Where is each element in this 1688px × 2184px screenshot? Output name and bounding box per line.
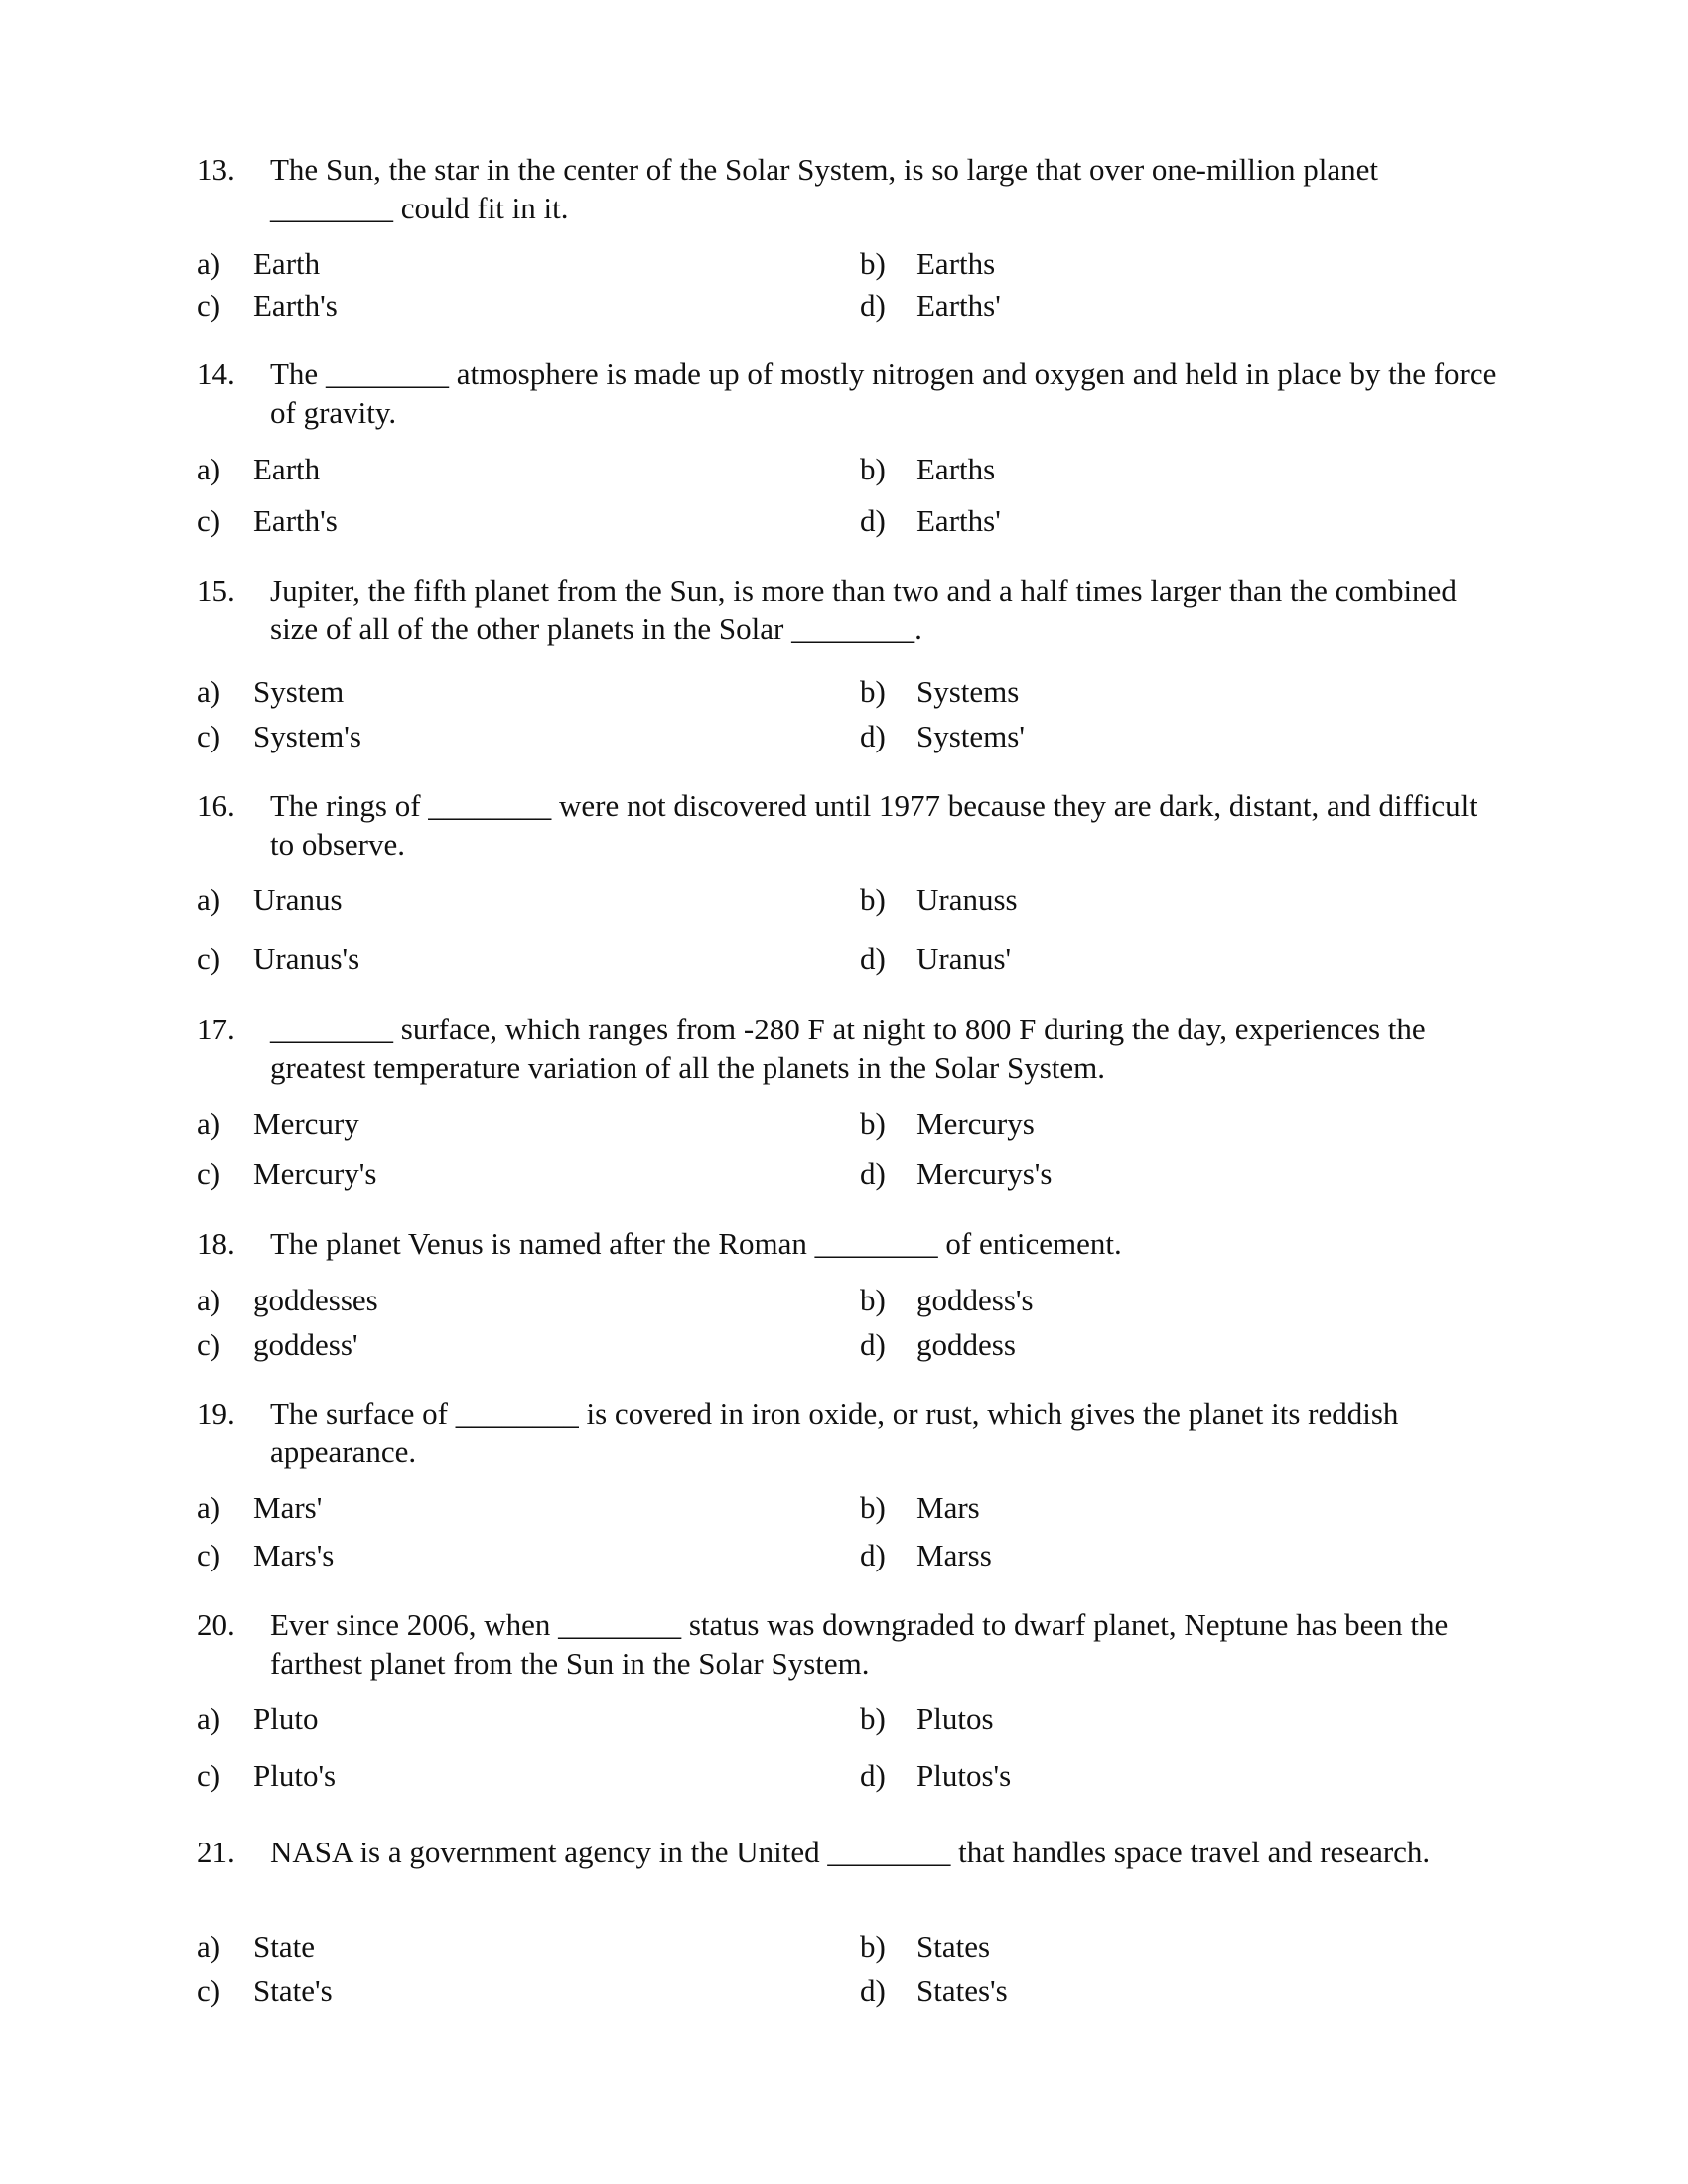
question-text: Ever since 2006, when ________ status was downgraded to dwarf planet, Neptune has been the farthest planet from the Sun in the Solar System. [270, 1607, 1449, 1681]
option-text: Mercurys's [916, 1157, 1053, 1191]
question-number: 18. [197, 1226, 235, 1261]
option-letter: d) [860, 1758, 886, 1793]
option-letter: b) [860, 1283, 886, 1317]
question-text: The surface of ________ is covered in iron oxide, or rust, which gives the planet its reddish appearance. [270, 1396, 1399, 1469]
option-text: System [253, 674, 345, 709]
option-letter: b) [860, 1106, 886, 1141]
option-text: Mercurys [916, 1106, 1035, 1141]
option-letter: b) [860, 1490, 886, 1525]
option-letter: c) [197, 503, 221, 538]
question-stem [197, 150, 1507, 227]
option-letter: b) [860, 1929, 886, 1964]
option-text: Pluto [253, 1702, 319, 1736]
option-letter: c) [197, 1758, 221, 1793]
option-c[interactable] [197, 1536, 334, 1574]
option-letter: c) [197, 1327, 221, 1362]
question-number: 17. [197, 1012, 235, 1046]
option-d[interactable] [860, 1536, 992, 1574]
option-c[interactable] [197, 717, 361, 755]
option-letter: d) [860, 1327, 886, 1362]
option-text: Earth [253, 246, 321, 281]
option-text: Uranus's [253, 941, 360, 976]
option-text: Uranus' [916, 941, 1012, 976]
option-letter: d) [860, 719, 886, 753]
option-d[interactable] [860, 1756, 1011, 1795]
question-number: 14. [197, 356, 235, 391]
option-letter: a) [197, 1106, 221, 1141]
option-text: Earths' [916, 288, 1001, 323]
option-d[interactable] [860, 286, 1001, 325]
option-b[interactable] [860, 244, 995, 283]
option-b[interactable] [860, 1281, 1034, 1319]
option-letter: a) [197, 246, 221, 281]
option-d[interactable] [860, 1325, 1016, 1364]
option-letter: c) [197, 1538, 221, 1572]
option-text: Marss [916, 1538, 992, 1572]
option-b[interactable] [860, 1927, 990, 1966]
option-d[interactable] [860, 939, 1011, 978]
option-b[interactable] [860, 1488, 980, 1527]
question-text: Jupiter, the fifth planet from the Sun, is more than two and a half times larger than the combined size of all of the other planets in the Solar ________. [270, 573, 1457, 646]
option-letter: c) [197, 941, 221, 976]
option-text: Mercury's [253, 1157, 377, 1191]
option-a[interactable] [197, 244, 320, 283]
option-d[interactable] [860, 1155, 1052, 1193]
option-text: Mars [916, 1490, 980, 1525]
question-stem [197, 1394, 1507, 1471]
option-d[interactable] [860, 717, 1025, 755]
option-letter: d) [860, 503, 886, 538]
question-stem [197, 1224, 1507, 1263]
question-number: 16. [197, 788, 235, 823]
option-text: Earths' [916, 503, 1001, 538]
question-text: NASA is a government agency in the United ________ that handles space travel and research. [270, 1835, 1431, 1869]
option-letter: b) [860, 1702, 886, 1736]
option-letter: c) [197, 719, 221, 753]
option-b[interactable] [860, 450, 995, 488]
option-letter: a) [197, 1490, 221, 1525]
option-c[interactable] [197, 1756, 336, 1795]
option-text: Mercury [253, 1106, 359, 1141]
question-number: 21. [197, 1835, 235, 1869]
option-text: Uranuss [916, 883, 1018, 917]
option-d[interactable] [860, 501, 1001, 540]
option-b[interactable] [860, 1104, 1035, 1143]
option-text: Earths [916, 246, 996, 281]
option-a[interactable] [197, 1927, 315, 1966]
option-text: Plutos [916, 1702, 994, 1736]
question-number: 15. [197, 573, 235, 608]
option-a[interactable] [197, 450, 320, 488]
option-a[interactable] [197, 672, 344, 711]
option-a[interactable] [197, 1700, 318, 1738]
option-a[interactable] [197, 881, 343, 919]
question-text: The rings of ________ were not discovered until 1977 because they are dark, distant, and difficult to observe. [270, 788, 1477, 862]
option-a[interactable] [197, 1104, 359, 1143]
option-c[interactable] [197, 1972, 333, 2010]
option-letter: b) [860, 452, 886, 486]
option-letter: d) [860, 1157, 886, 1191]
option-text: Systems [916, 674, 1020, 709]
option-letter: a) [197, 883, 221, 917]
question-stem [197, 1605, 1507, 1683]
option-letter: d) [860, 941, 886, 976]
option-letter: c) [197, 288, 221, 323]
option-letter: b) [860, 246, 886, 281]
question-text: The Sun, the star in the center of the Solar System, is so large that over one-million planet ________ could fit in it. [270, 152, 1379, 225]
question-stem [197, 1833, 1507, 1871]
option-text: goddess [916, 1327, 1016, 1362]
option-letter: d) [860, 288, 886, 323]
option-c[interactable] [197, 1155, 376, 1193]
question-number: 20. [197, 1607, 235, 1642]
option-c[interactable] [197, 939, 359, 978]
option-b[interactable] [860, 672, 1019, 711]
option-text: Mars's [253, 1538, 335, 1572]
option-letter: a) [197, 674, 221, 709]
option-text: States [916, 1929, 991, 1964]
option-b[interactable] [860, 881, 1018, 919]
option-text: goddess' [253, 1327, 358, 1362]
option-text: Systems' [916, 719, 1025, 753]
option-d[interactable] [860, 1972, 1008, 2010]
option-a[interactable] [197, 1281, 378, 1319]
option-text: Pluto's [253, 1758, 337, 1793]
option-text: Earth [253, 452, 321, 486]
option-letter: a) [197, 1929, 221, 1964]
question-text: The ________ atmosphere is made up of mostly nitrogen and oxygen and held in place by the force of gravity. [270, 356, 1497, 430]
question-text: The planet Venus is named after the Roman ________ of enticement. [270, 1226, 1122, 1261]
option-letter: a) [197, 452, 221, 486]
option-letter: d) [860, 1974, 886, 2008]
question-stem [197, 571, 1507, 648]
option-letter: a) [197, 1702, 221, 1736]
option-c[interactable] [197, 1325, 357, 1364]
question-stem [197, 354, 1507, 432]
option-letter: b) [860, 674, 886, 709]
option-text: Earth's [253, 288, 338, 323]
option-text: Plutos's [916, 1758, 1012, 1793]
option-letter: a) [197, 1283, 221, 1317]
question-stem [197, 1010, 1507, 1087]
question-number: 13. [197, 152, 235, 187]
option-c[interactable] [197, 286, 338, 325]
option-text: State's [253, 1974, 333, 2008]
option-a[interactable] [197, 1488, 322, 1527]
option-text: Earths [916, 452, 996, 486]
option-b[interactable] [860, 1700, 994, 1738]
option-text: State [253, 1929, 315, 1964]
option-letter: d) [860, 1538, 886, 1572]
option-text: System's [253, 719, 361, 753]
option-letter: c) [197, 1157, 221, 1191]
question-number: 19. [197, 1396, 235, 1431]
option-text: States's [916, 1974, 1008, 2008]
option-text: Mars' [253, 1490, 323, 1525]
option-letter: c) [197, 1974, 221, 2008]
option-text: Earth's [253, 503, 338, 538]
option-text: goddesses [253, 1283, 378, 1317]
option-text: Uranus [253, 883, 343, 917]
option-c[interactable] [197, 501, 338, 540]
option-text: goddess's [916, 1283, 1034, 1317]
question-text: ________ surface, which ranges from -280 F at night to 800 F during the day, experiences the greatest temperature variation of all the planets in the Solar System. [270, 1012, 1426, 1085]
option-letter: b) [860, 883, 886, 917]
question-stem [197, 786, 1507, 864]
